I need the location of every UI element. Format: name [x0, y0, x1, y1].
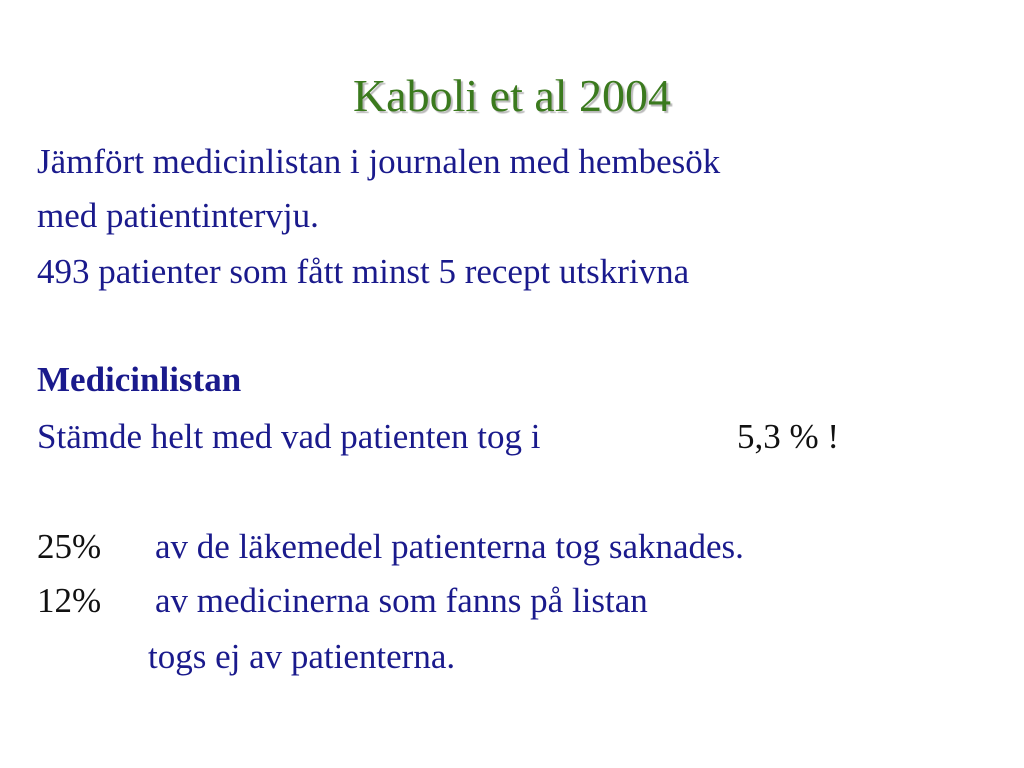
intro-line-1: Jämfört medicinlistan i journalen med hembesök	[37, 142, 721, 181]
match-value: 5,3 % !	[737, 417, 840, 456]
intro-line-3: 493 patienter som fått minst 5 recept utskrivna	[37, 252, 690, 291]
finding-text: av de läkemedel patienterna tog saknades.	[155, 527, 744, 566]
finding-percent: 12%	[37, 581, 102, 620]
finding-continuation: togs ej av patienterna.	[148, 637, 456, 676]
finding-percent: 25%	[37, 527, 102, 566]
finding-row	[37, 581, 648, 621]
slide-title: Kaboli et al 2004	[352, 70, 672, 121]
finding-row	[37, 527, 744, 567]
match-text: Stämde helt med vad patienten tog i	[37, 417, 541, 456]
section-heading: Medicinlistan	[37, 360, 242, 399]
intro-line-2: med patientintervju.	[37, 196, 319, 235]
finding-text: av medicinerna som fanns på listan	[155, 581, 648, 620]
